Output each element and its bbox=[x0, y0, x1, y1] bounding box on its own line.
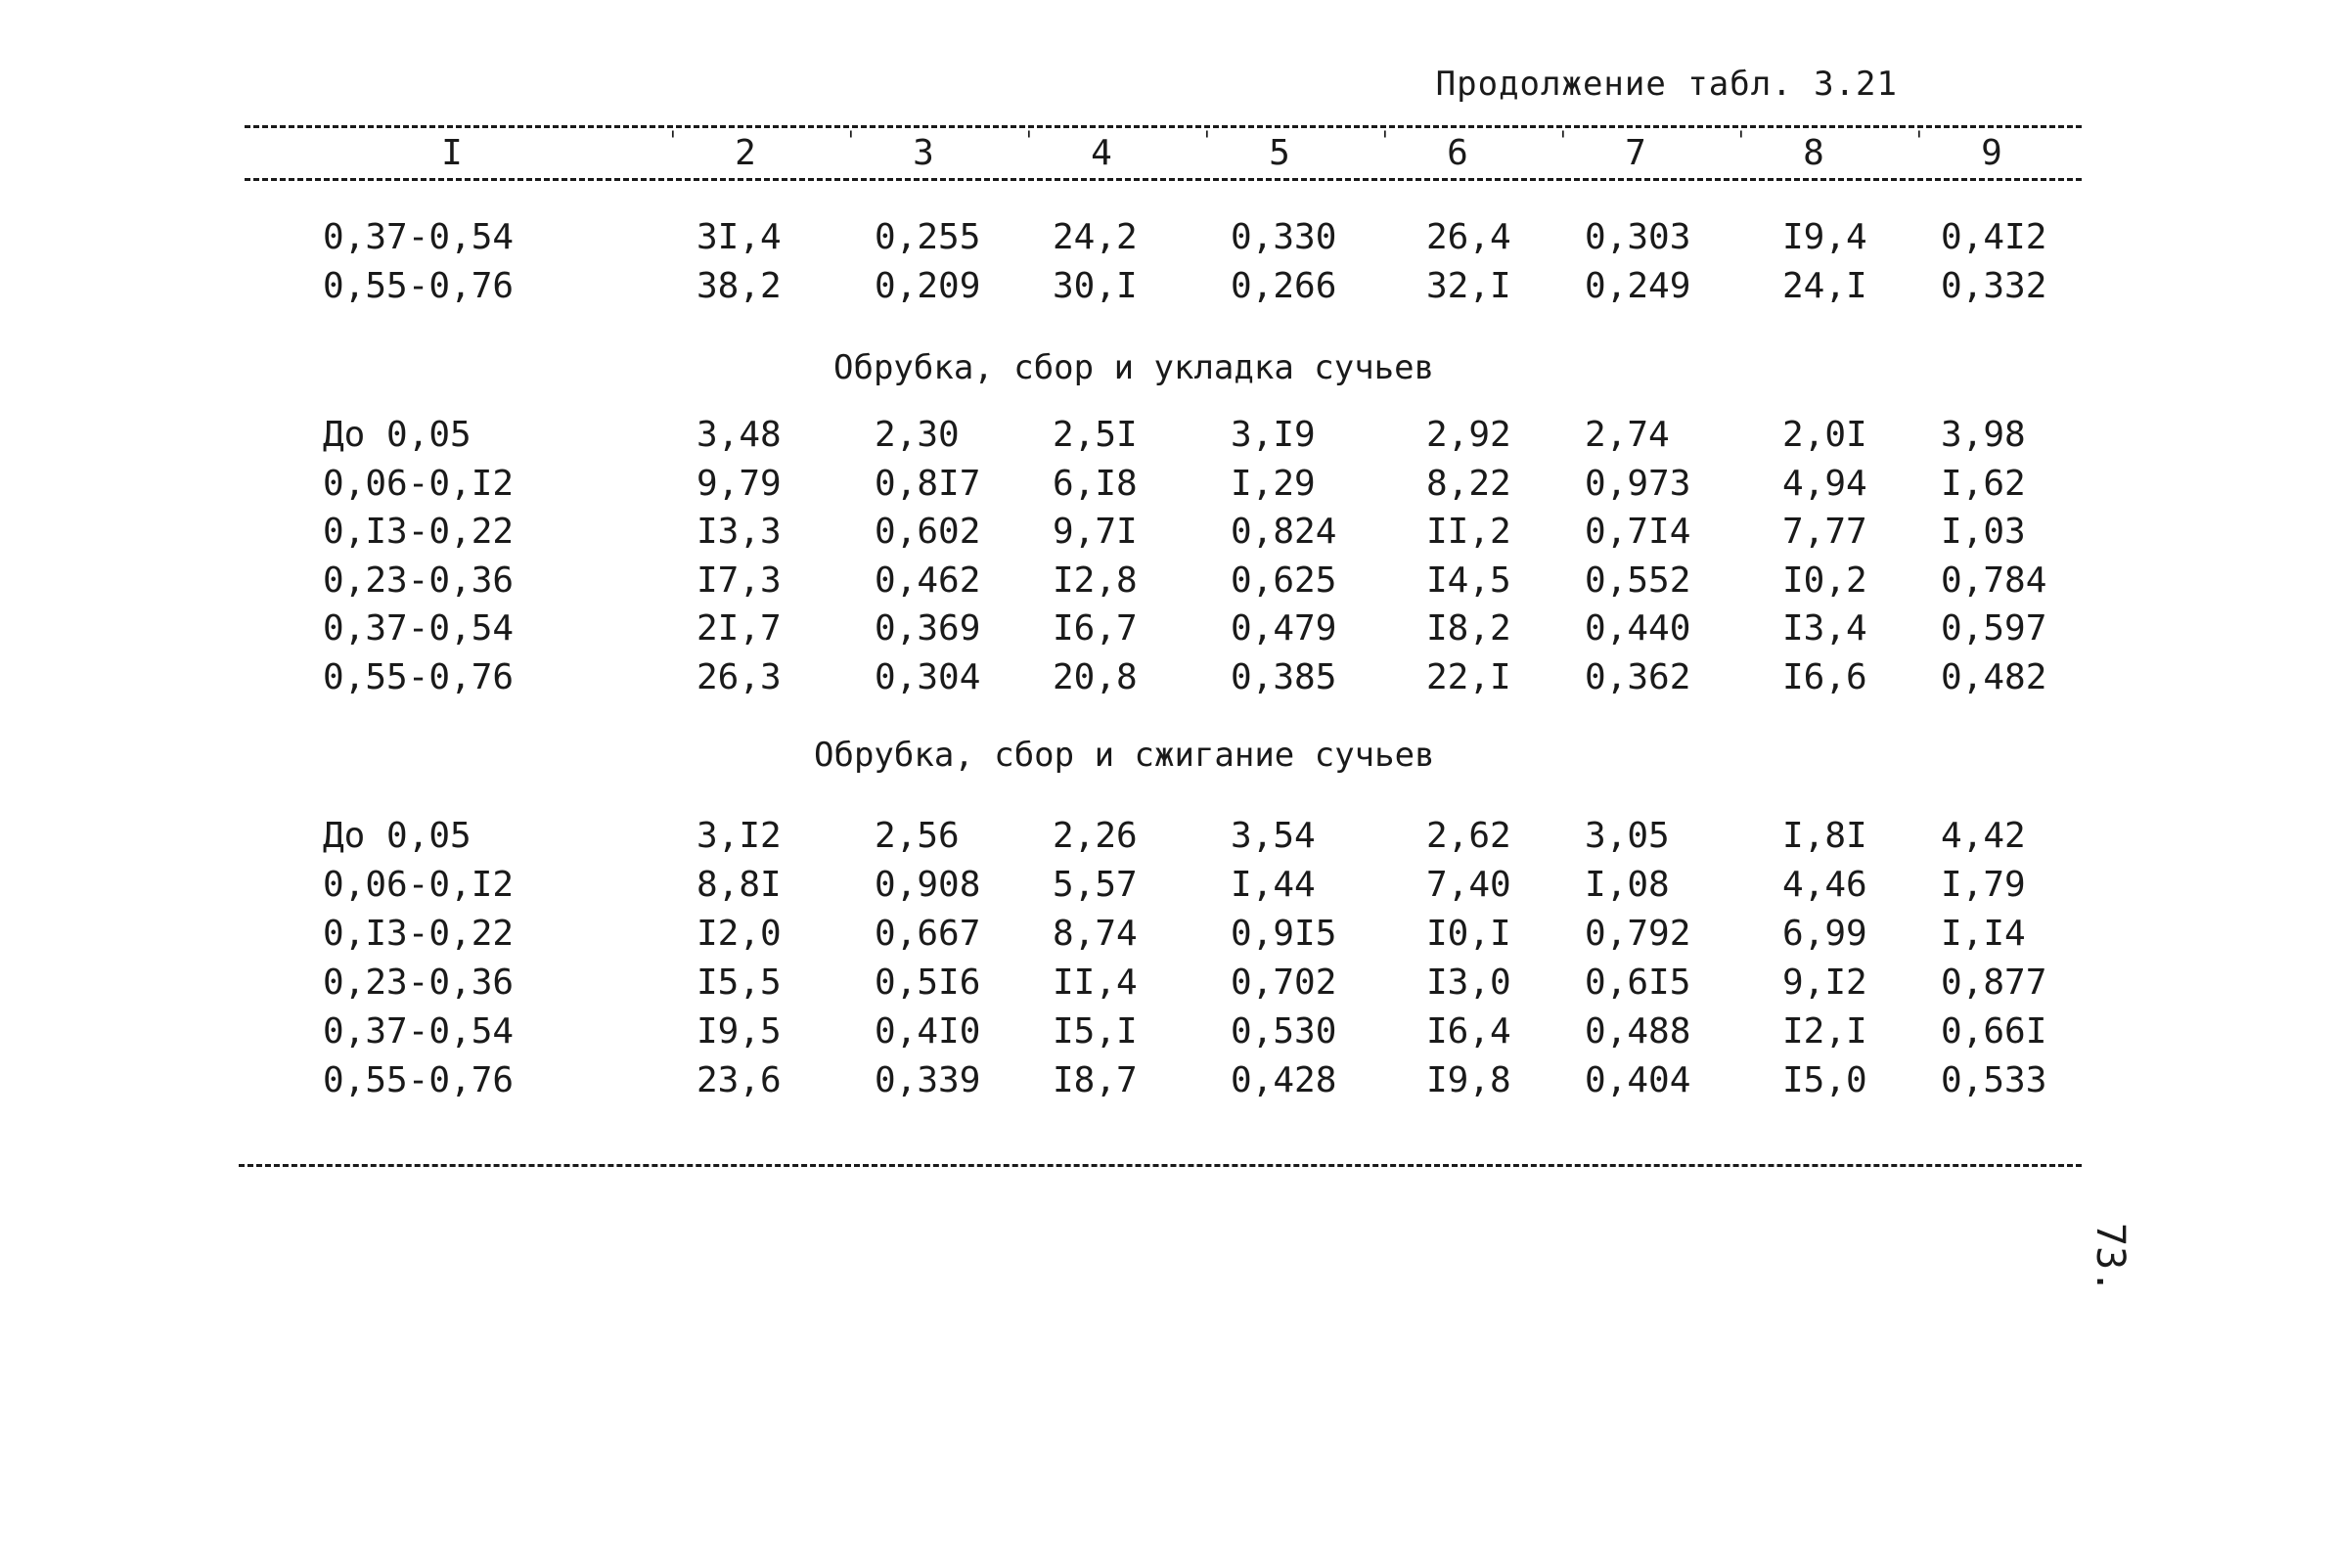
table-cell: I7,3 bbox=[696, 560, 782, 601]
table-cell: 0,908 bbox=[875, 865, 981, 905]
table-cell: 0,330 bbox=[1231, 217, 1337, 257]
table-cell: 0,8I7 bbox=[875, 463, 981, 504]
table-cell: 0,602 bbox=[875, 512, 981, 552]
table-cell: 3,05 bbox=[1585, 816, 1670, 856]
table-cell: 0,266 bbox=[1231, 266, 1337, 306]
table-cell: 0,6I5 bbox=[1585, 963, 1691, 1003]
table-cell: I0,2 bbox=[1782, 560, 1867, 601]
row-label-cell: 0,37-0,54 bbox=[323, 1011, 515, 1052]
table-cell: 8,22 bbox=[1426, 463, 1511, 504]
table-cell: 3,98 bbox=[1941, 415, 2026, 455]
column-header: 4 bbox=[1091, 133, 1112, 173]
column-divider-tick: ˈ bbox=[1911, 127, 1927, 157]
table-cell: 0,404 bbox=[1585, 1060, 1691, 1100]
table-cell: 2,0I bbox=[1782, 415, 1867, 455]
column-header: 2 bbox=[735, 133, 756, 173]
table-row bbox=[0, 816, 2336, 865]
table-cell: I5,0 bbox=[1782, 1060, 1867, 1100]
table-cell: I6,6 bbox=[1782, 656, 1867, 697]
table-cell: 0,66I bbox=[1941, 1011, 2047, 1052]
table-cell: I,62 bbox=[1941, 463, 2026, 504]
table-cell: I3,0 bbox=[1426, 963, 1511, 1003]
table-cell: I,I4 bbox=[1941, 914, 2026, 954]
table-cell: I,8I bbox=[1782, 816, 1867, 856]
table-cell: 0,482 bbox=[1941, 656, 2047, 697]
table-cell: I2,I bbox=[1782, 1011, 1867, 1052]
table-cell: 4,46 bbox=[1782, 865, 1867, 905]
table-cell: 0,530 bbox=[1231, 1011, 1337, 1052]
table-cell: I2,8 bbox=[1053, 560, 1138, 601]
row-label-cell: 0,55-0,76 bbox=[323, 656, 515, 697]
column-divider-tick: ˈ bbox=[1377, 127, 1393, 157]
table-row bbox=[0, 464, 2336, 513]
table-cell: 3,54 bbox=[1231, 816, 1316, 856]
table-cell: I5,I bbox=[1053, 1011, 1138, 1052]
table-row bbox=[0, 266, 2336, 315]
column-divider-tick: ˈ bbox=[1555, 127, 1571, 157]
table-cell: 26,4 bbox=[1426, 217, 1511, 257]
table-row bbox=[0, 560, 2336, 609]
table-cell: 0,479 bbox=[1231, 608, 1337, 649]
table-cell: 2,5I bbox=[1053, 415, 1138, 455]
table-row bbox=[0, 217, 2336, 266]
row-label-cell: 0,06-0,I2 bbox=[323, 865, 515, 905]
table-cell: 3,I9 bbox=[1231, 415, 1316, 455]
table-cell: 22,I bbox=[1426, 656, 1511, 697]
column-header: 8 bbox=[1803, 133, 1824, 173]
table-cell: I3,4 bbox=[1782, 608, 1867, 649]
table-cell: 2I,7 bbox=[696, 608, 782, 649]
row-label-cell: До 0,05 bbox=[323, 816, 472, 856]
table-cell: II,4 bbox=[1053, 963, 1138, 1003]
table-cell: I5,5 bbox=[696, 963, 782, 1003]
table-cell: I2,0 bbox=[696, 914, 782, 954]
table-cell: I,03 bbox=[1941, 512, 2026, 552]
table-bottom-rule bbox=[239, 1164, 2082, 1167]
table-cell: I4,5 bbox=[1426, 560, 1511, 601]
table-cell: 0,5I6 bbox=[875, 963, 981, 1003]
table-row bbox=[0, 608, 2336, 657]
table-row bbox=[0, 963, 2336, 1011]
column-divider-tick: ˈ bbox=[1021, 127, 1037, 157]
row-label-cell: 0,23-0,36 bbox=[323, 963, 515, 1003]
table-cell: 0,784 bbox=[1941, 560, 2047, 601]
table-cell: 9,I2 bbox=[1782, 963, 1867, 1003]
column-header: 6 bbox=[1447, 133, 1468, 173]
row-label-cell: 0,23-0,36 bbox=[323, 560, 515, 601]
table-cell: 32,I bbox=[1426, 266, 1511, 306]
column-header-row bbox=[245, 127, 2082, 182]
row-label-cell: 0,37-0,54 bbox=[323, 217, 515, 257]
table-cell: 2,56 bbox=[875, 816, 960, 856]
table-cell: I9,4 bbox=[1782, 217, 1867, 257]
table-cell: 0,9I5 bbox=[1231, 914, 1337, 954]
table-row bbox=[0, 914, 2336, 963]
table-cell: 0,877 bbox=[1941, 963, 2047, 1003]
header-bottom-rule bbox=[245, 178, 2082, 181]
column-header: 9 bbox=[1981, 133, 2002, 173]
table-cell: I0,I bbox=[1426, 914, 1511, 954]
table-cell: I6,4 bbox=[1426, 1011, 1511, 1052]
table-cell: 3I,4 bbox=[696, 217, 782, 257]
page-number: 73. bbox=[2088, 1223, 2133, 1294]
table-row bbox=[0, 512, 2336, 560]
section-title: Обрубка, сбор и сжигание сучьев bbox=[814, 736, 1435, 775]
table-cell: 2,62 bbox=[1426, 816, 1511, 856]
table-cell: I9,8 bbox=[1426, 1060, 1511, 1100]
table-row bbox=[0, 1011, 2336, 1060]
table-cell: 8,74 bbox=[1053, 914, 1138, 954]
table-cell: 0,255 bbox=[875, 217, 981, 257]
table-cell: 0,332 bbox=[1941, 266, 2047, 306]
table-cell: I8,7 bbox=[1053, 1060, 1138, 1100]
table-cell: 3,48 bbox=[696, 415, 782, 455]
table-cell: 0,552 bbox=[1585, 560, 1691, 601]
row-label-cell: 0,55-0,76 bbox=[323, 266, 515, 306]
table-cell: 0,440 bbox=[1585, 608, 1691, 649]
table-row bbox=[0, 865, 2336, 914]
column-header: I bbox=[441, 133, 463, 173]
column-header: 7 bbox=[1625, 133, 1646, 173]
table-cell: 0,792 bbox=[1585, 914, 1691, 954]
row-label-cell: 0,37-0,54 bbox=[323, 608, 515, 649]
table-cell: 2,92 bbox=[1426, 415, 1511, 455]
table-cell: 0,488 bbox=[1585, 1011, 1691, 1052]
table-caption: Продолжение табл. 3.21 bbox=[1435, 65, 1898, 104]
table-row bbox=[0, 657, 2336, 706]
table-cell: 20,8 bbox=[1053, 656, 1138, 697]
table-cell: 0,304 bbox=[875, 656, 981, 697]
column-divider-tick: ˈ bbox=[1733, 127, 1749, 157]
table-cell: 2,26 bbox=[1053, 816, 1138, 856]
table-cell: 0,824 bbox=[1231, 512, 1337, 552]
table-cell: 0,249 bbox=[1585, 266, 1691, 306]
table-cell: 0,362 bbox=[1585, 656, 1691, 697]
table-cell: I9,5 bbox=[696, 1011, 782, 1052]
table-cell: I,29 bbox=[1231, 463, 1316, 504]
table-cell: 0,702 bbox=[1231, 963, 1337, 1003]
row-label-cell: До 0,05 bbox=[323, 415, 472, 455]
header-top-rule bbox=[245, 125, 2082, 128]
table-cell: I,79 bbox=[1941, 865, 2026, 905]
row-label-cell: 0,06-0,I2 bbox=[323, 463, 515, 504]
row-label-cell: 0,I3-0,22 bbox=[323, 914, 515, 954]
table-cell: 0,339 bbox=[875, 1060, 981, 1100]
table-cell: 24,I bbox=[1782, 266, 1867, 306]
table-cell: 0,625 bbox=[1231, 560, 1337, 601]
table-cell: 0,667 bbox=[875, 914, 981, 954]
column-header: 5 bbox=[1269, 133, 1290, 173]
table-cell: I3,3 bbox=[696, 512, 782, 552]
table-cell: 9,7I bbox=[1053, 512, 1138, 552]
table-cell: 6,I8 bbox=[1053, 463, 1138, 504]
table-cell: 7,40 bbox=[1426, 865, 1511, 905]
table-cell: 6,99 bbox=[1782, 914, 1867, 954]
table-cell: 0,369 bbox=[875, 608, 981, 649]
table-row bbox=[0, 1060, 2336, 1109]
table-cell: 4,42 bbox=[1941, 816, 2026, 856]
section-title: Обрубка, сбор и укладка сучьев bbox=[833, 348, 1435, 387]
table-cell: 30,I bbox=[1053, 266, 1138, 306]
table-cell: I,44 bbox=[1231, 865, 1316, 905]
column-divider-tick: ˈ bbox=[1199, 127, 1215, 157]
table-cell: 0,209 bbox=[875, 266, 981, 306]
column-header: 3 bbox=[913, 133, 934, 173]
table-cell: 8,8I bbox=[696, 865, 782, 905]
row-label-cell: 0,55-0,76 bbox=[323, 1060, 515, 1100]
table-cell: 23,6 bbox=[696, 1060, 782, 1100]
table-cell: I6,7 bbox=[1053, 608, 1138, 649]
table-cell: I,08 bbox=[1585, 865, 1670, 905]
table-cell: 0,597 bbox=[1941, 608, 2047, 649]
table-cell: 2,74 bbox=[1585, 415, 1670, 455]
table-cell: 0,462 bbox=[875, 560, 981, 601]
table-cell: 0,303 bbox=[1585, 217, 1691, 257]
table-cell: 5,57 bbox=[1053, 865, 1138, 905]
table-cell: 0,428 bbox=[1231, 1060, 1337, 1100]
table-cell: 0,4I2 bbox=[1941, 217, 2047, 257]
table-cell: 0,7I4 bbox=[1585, 512, 1691, 552]
table-cell: 9,79 bbox=[696, 463, 782, 504]
table-row bbox=[0, 415, 2336, 464]
table-cell: I8,2 bbox=[1426, 608, 1511, 649]
table-cell: 7,77 bbox=[1782, 512, 1867, 552]
table-cell: 26,3 bbox=[696, 656, 782, 697]
row-label-cell: 0,I3-0,22 bbox=[323, 512, 515, 552]
column-divider-tick: ˈ bbox=[843, 127, 859, 157]
table-cell: 0,4I0 bbox=[875, 1011, 981, 1052]
table-cell: 2,30 bbox=[875, 415, 960, 455]
table-cell: 24,2 bbox=[1053, 217, 1138, 257]
table-cell: 3,I2 bbox=[696, 816, 782, 856]
table-cell: 0,533 bbox=[1941, 1060, 2047, 1100]
table-cell: II,2 bbox=[1426, 512, 1511, 552]
table-cell: 4,94 bbox=[1782, 463, 1867, 504]
table-cell: 38,2 bbox=[696, 266, 782, 306]
table-cell: 0,385 bbox=[1231, 656, 1337, 697]
column-divider-tick: ˈ bbox=[665, 127, 681, 157]
table-cell: 0,973 bbox=[1585, 463, 1691, 504]
